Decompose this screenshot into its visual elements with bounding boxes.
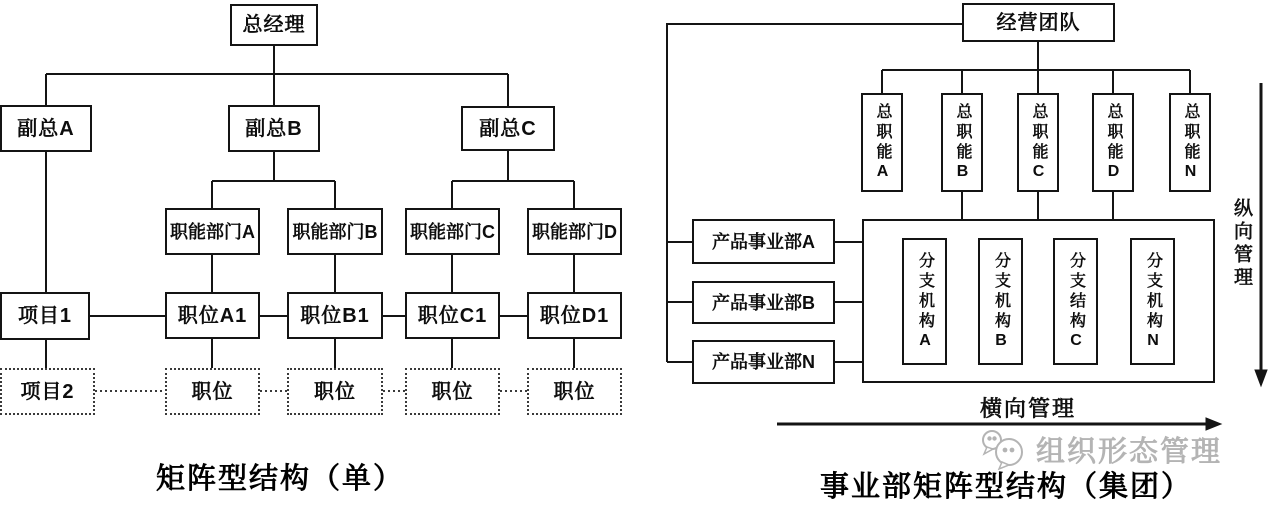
node-vp-a: 副总A (0, 105, 92, 152)
node-position-d1: 职位D1 (527, 292, 622, 339)
node-vp-c: 副总C (461, 106, 555, 151)
vertical-management-arrow (1255, 83, 1267, 386)
node-position-dotted-c: 职位 (405, 368, 500, 415)
node-position-c1: 职位C1 (405, 292, 500, 339)
node-position-dotted-b: 职位 (287, 368, 383, 415)
node-branch-b: 分支机构B (978, 238, 1023, 365)
node-functional-dept-b: 职能部门B (287, 208, 383, 255)
node-functional-dept-d: 职能部门D (527, 208, 622, 255)
node-product-division-b: 产品事业部B (692, 281, 835, 324)
chat-bubbles-icon (978, 428, 1030, 470)
node-management-team: 经营团队 (962, 3, 1115, 42)
node-position-dotted-d: 职位 (527, 368, 622, 415)
node-functional-dept-a: 职能部门A (165, 208, 260, 255)
node-vp-b: 副总B (228, 105, 320, 152)
node-project-1: 项目1 (0, 292, 90, 340)
node-general-manager: 总经理 (230, 4, 318, 46)
node-product-division-n: 产品事业部N (692, 340, 835, 384)
node-branch-a: 分支机构A (902, 238, 947, 365)
node-general-function-d: 总职能D (1092, 93, 1134, 192)
watermark (978, 428, 1222, 470)
node-general-function-b: 总职能B (941, 93, 983, 192)
node-functional-dept-c: 职能部门C (405, 208, 500, 255)
node-project-2: 项目2 (0, 368, 95, 415)
node-position-a1: 职位A1 (165, 292, 260, 339)
node-position-dotted-a: 职位 (165, 368, 260, 415)
left-diagram-caption: 矩阵型结构（单） (155, 463, 404, 495)
watermark-text: 组织形态管理 (1036, 435, 1223, 468)
node-branch-n: 分支机构N (1130, 238, 1175, 365)
right-diagram-caption: 事业部矩阵型结构（集团） (820, 471, 1193, 503)
node-general-function-n: 总职能N (1169, 93, 1211, 192)
node-product-division-a: 产品事业部A (692, 219, 835, 264)
node-branch-c: 分支结构C (1053, 238, 1098, 365)
node-position-b1: 职位B1 (287, 292, 383, 339)
horizontal-management-label: 横向管理 (979, 396, 1076, 421)
node-general-function-c: 总职能C (1017, 93, 1059, 192)
vertical-management-label: 纵向管理 (1231, 198, 1252, 290)
node-general-function-a: 总职能A (861, 93, 903, 192)
